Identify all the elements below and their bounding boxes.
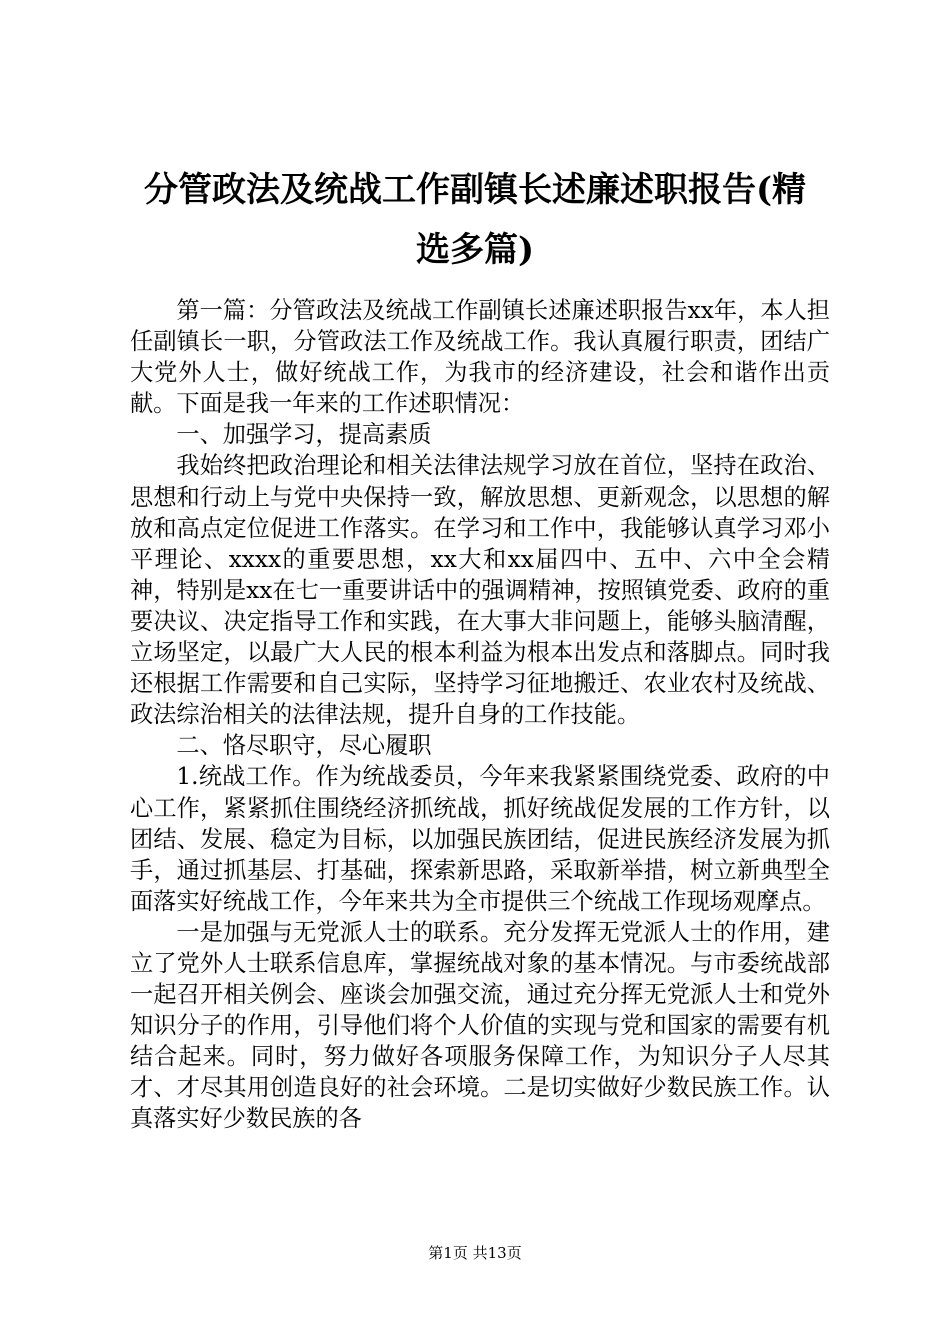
document-title xyxy=(110,160,840,280)
page-footer: 第1页 共13页 xyxy=(428,1244,522,1262)
section-heading-1: 一、加强学习，提高素质 xyxy=(176,421,432,449)
paragraph-non-party: 一是加强与无党派人士的联系。充分发挥无党派人士的作用，建立了党外人士联系信息库，掌握统战对象的基本情况。与市委统战部一起召开相关例会、座谈会加强交流，通过充分挥无党派人士和党外知识分子的作用，引导他们将个人价值的实现与党和国家的需要有机结合起来。同时，努力做好各项服务保障工作，为知识分子人尽其才、才尽其用创造良好的社会环境。二是切实做好少数民族工作。认真落实好少数民族的各 xyxy=(130,918,830,1133)
title-line-2: 选多篇) xyxy=(415,230,535,270)
paragraph-study: 我始终把政治理论和相关法律法规学习放在首位，坚持在政治、思想和行动上与党中央保持一致，解放思想、更新观念，以思想的解放和高点定位促进工作落实。在学习和工作中，我能够认真学习邓小平理论、xxxx的重要思想，xx大和xx届四中、五中、六中全会精神，特别是xx在七一重要讲话中的强调精神，按照镇党委、政府的重要决议、决定指导工作和实践，在大事大非问题上，能够头脑清醒，立场坚定，以最广大人民的根本利益为根本出发点和落脚点。同时我还根据工作需要和自己实际，坚持学习征地搬迁、农业农村及统战、政法综治相关的法律法规，提升自身的工作技能。 xyxy=(130,452,830,729)
document-body xyxy=(130,295,830,1135)
title-line-1: 分管政法及统战工作副镇长述廉述职报告(精 xyxy=(143,170,807,210)
section-heading-2: 二、恪尽职守，尽心履职 xyxy=(176,732,432,760)
paragraph-united-front: 1.统战工作。作为统战委员，今年来我紧紧围绕党委、政府的中心工作，紧紧抓住围绕经济抓统战，抓好统战促发展的工作方针，以团结、发展、稳定为目标，以加强民族团结，促进民族经济发展为抓手，通过抓基层、打基础，探索新思路，采取新举措，树立新典型全面落实好统战工作，今年来共为全市提供三个统战工作现场观摩点。 xyxy=(130,763,830,915)
paragraph-intro: 第一篇：分管政法及统战工作副镇长述廉述职报告xx年，本人担任副镇长一职，分管政法工作及统战工作。我认真履行职责，团结广大党外人士，做好统战工作，为我市的经济建设，社会和谐作出贡献。下面是我一年来的工作述职情况： xyxy=(130,297,830,418)
